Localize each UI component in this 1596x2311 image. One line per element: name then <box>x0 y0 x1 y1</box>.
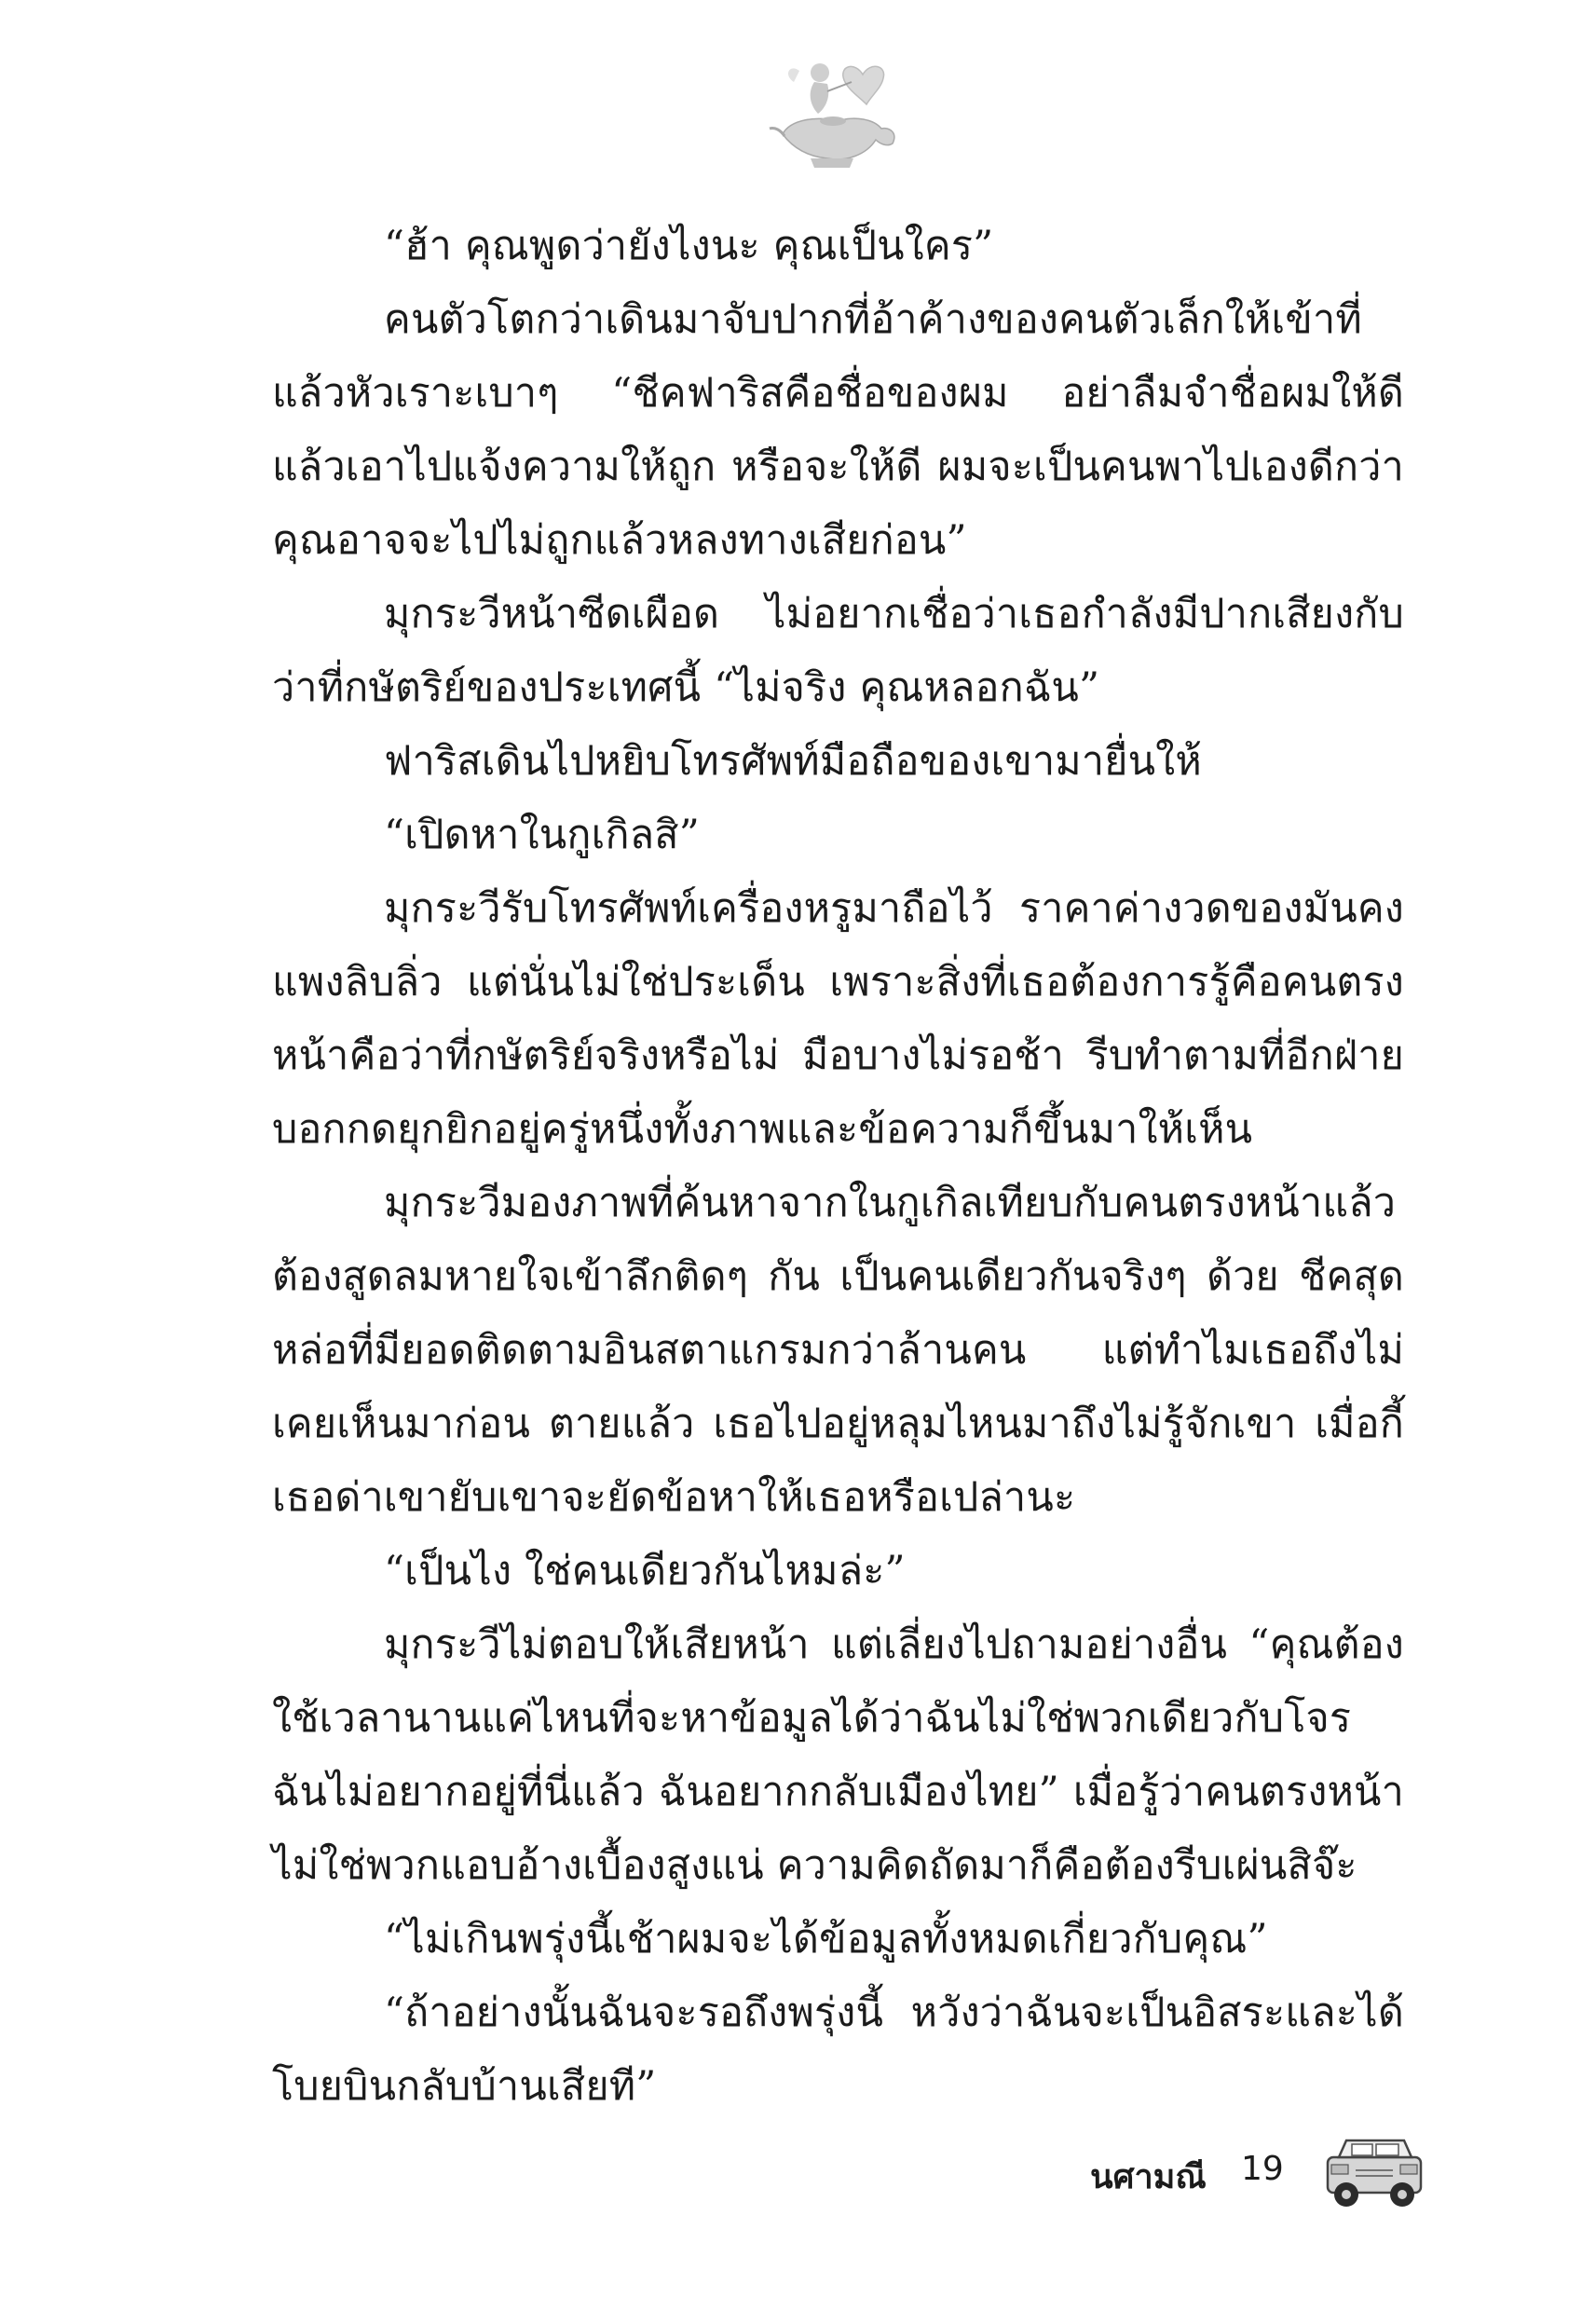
chapter-body <box>272 210 1404 2124</box>
paragraph: “ฮ้า คุณพูดว่ายังไงนะ คุณเป็นใคร” <box>384 223 994 269</box>
paragraph: ฟาริสเดินไปหยิบโทรศัพท์มือถือของเขามายื่นให้ <box>384 738 1202 785</box>
paragraph: มุกระวีมองภาพที่ค้นหาจากในกูเกิลเทียบกับคนตรงหน้าแล้วต้องสูดลมหายใจเข้าลึกติดๆ กัน เป็นคนเดียวกันจริงๆ ด้วย ชีคสุดหล่อที่มียอดติดตามอินสตาแกรมกว่าล้านคน แต่ทำไมเธอถึงไม่เคยเห็นมาก่อน ตายแล้ว เธอไปอยู่หลุมไหนมาถึงไม่รู้จักเขา เมื่อกี้เธอด่าเขายับเขาจะยัดข้อหาให้เธอหรือเปล่านะ <box>272 1180 1404 1521</box>
paragraph: มุกระวีหน้าซีดเผือด ไม่อยากเชื่อว่าเธอกำลังมีปากเสียงกับว่าที่กษัตริย์ของประเทศนี้ “ไม่จริง คุณหลอกฉัน” <box>272 591 1404 711</box>
page-footer <box>0 2129 1596 2232</box>
page-number: 19 <box>1241 2150 1284 2188</box>
paragraph: “ไม่เกินพรุ่งนี้เช้าผมจะได้ข้อมูลทั้งหมดเกี่ยวกับคุณ” <box>384 1916 1268 1962</box>
paragraph: มุกระวีไม่ตอบให้เสียหน้า แต่เลี่ยงไปถามอย่างอื่น “คุณต้องใช้เวลานานแค่ไหนที่จะหาข้อมูลได้ว่าฉันไม่ใช่พวกเดียวกับโจร ฉันไม่อยากอยู่ที่นี่แล้ว ฉันอยากกลับเมืองไทย” เมื่อรู้ว่าคนตรงหน้าไม่ใช่พวกแอบอ้างเบื้องสูงแน่ ความคิดถัดมาก็คือต้องรีบเผ่นสิจ๊ะ <box>272 1621 1404 1889</box>
book-title: นศามณี <box>1090 2158 1207 2196</box>
paragraph: คนตัวโตกว่าเดินมาจับปากที่อ้าค้างของคนตัวเล็กให้เข้าที่ แล้วหัวเราะเบาๆ “ชีคฟาริสคือชื่อของผม อย่าลืมจำชื่อผมให้ดี แล้วเอาไปแจ้งความให้ถูก หรือจะให้ดี ผมจะเป็นคนพาไปเองดีกว่า คุณอาจจะไปไม่ถูกแล้วหลงทางเสียก่อน” <box>272 296 1404 564</box>
genie-lamp-ornament-icon <box>762 54 902 175</box>
paragraph: มุกระวีรับโทรศัพท์เครื่องหรูมาถือไว้ ราคาค่างวดของมันคงแพงลิบลิ่ว แต่นั่นไม่ใช่ประเด็น เพราะสิ่งที่เธอต้องการรู้คือคนตรงหน้าคือว่าที่กษัตริย์จริงหรือไม่ มือบางไม่รอช้า รีบทำตามที่อีกฝ่ายบอกกดยุกยิกอยู่ครู่หนึ่งทั้งภาพและข้อความก็ขึ้นมาให้เห็น <box>272 885 1404 1153</box>
paragraph: “ถ้าอย่างนั้นฉันจะรอถึงพรุ่งนี้ หวังว่าฉันจะเป็นอิสระและได้โบยบินกลับบ้านเสียที” <box>272 1990 1404 2110</box>
jeep-car-icon <box>1318 2129 1430 2213</box>
paragraph: “เปิดหาในกูเกิลสิ” <box>384 812 700 858</box>
paragraph: “เป็นไง ใช่คนเดียวกันไหมล่ะ” <box>384 1548 906 1594</box>
